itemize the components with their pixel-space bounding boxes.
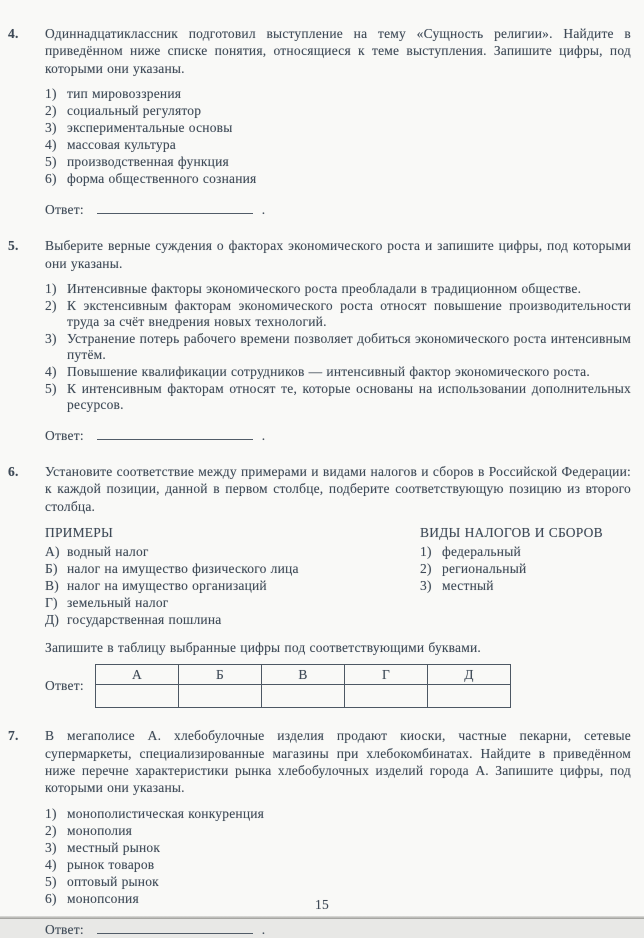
answer-blank[interactable] xyxy=(97,200,253,214)
answer-period: . xyxy=(261,428,266,444)
option-text: экспериментальные основы xyxy=(67,120,233,136)
option-item xyxy=(45,281,631,297)
question-5-text: Выберите верные суждения о факторах экономического роста и запишите цифры, под которыми они указаны. xyxy=(45,238,631,271)
option-marker: 1) xyxy=(420,544,432,560)
option-text: местный рынок xyxy=(67,839,161,855)
answer-table xyxy=(95,664,511,708)
examples-header: ПРИМЕРЫ xyxy=(45,525,113,541)
question-5-number: 5. xyxy=(8,238,19,254)
answer-table-value-cell[interactable] xyxy=(96,685,179,708)
matching-columns xyxy=(45,524,631,629)
option-item xyxy=(45,120,631,136)
option-marker: 5) xyxy=(45,873,57,889)
question-4-body xyxy=(45,25,631,218)
option-marker: 1) xyxy=(45,86,57,102)
answer-table-header-cell: А xyxy=(96,665,179,685)
question-7-text: В мегаполисе А. хлебобулочные изделия продают киоски, частные пекарни, сетевые супермаркеты, специализированные магазины при хлебокомбинатах. Найдите в приведённом ниже перечне характеристики рынка хлебобулочных изделий города А. Запишите цифры, под которыми они указаны. xyxy=(45,728,631,796)
option-marker: 2) xyxy=(45,822,57,838)
option-text: форма общественного сознания xyxy=(67,171,257,187)
question-7-options xyxy=(45,806,631,907)
question-5-options xyxy=(45,281,631,413)
examples-column xyxy=(45,524,420,629)
option-text: рынок товаров xyxy=(67,856,155,872)
option-marker: 3) xyxy=(420,578,432,594)
question-4-text: Одиннадцатиклассник подготовил выступление на тему «Сущность религии». Найдите в приведённом ниже списке понятия, относящиеся к теме выступления. Запишите цифры, под которыми они указаны. xyxy=(45,26,631,76)
option-item xyxy=(45,840,631,856)
tax-types-list xyxy=(420,544,631,594)
question-6-text: Установите соответствие между примерами и видами налогов и сборов в Российской Федерации: к каждой позиции, данной в первом столбце, подберите соответствующую позицию из второго столбца. xyxy=(45,464,631,514)
answer-blank[interactable] xyxy=(97,920,253,934)
option-text: монопсония xyxy=(67,890,139,906)
option-text: Устранение потерь рабочего времени позволяет добиться экономического роста интенсивным путём. xyxy=(67,331,631,363)
option-marker: 2) xyxy=(45,298,57,314)
question-4 xyxy=(0,25,631,218)
option-item xyxy=(45,331,631,363)
question-4-answer-row xyxy=(45,200,631,218)
question-7-answer-row xyxy=(45,920,631,938)
tax-types-column xyxy=(420,524,631,629)
answer-table-value-cell[interactable] xyxy=(428,685,511,708)
option-marker: 5) xyxy=(45,154,57,170)
option-text: федеральный xyxy=(442,544,521,560)
page-number: 15 xyxy=(315,897,329,912)
question-5 xyxy=(0,237,631,444)
option-marker: 3) xyxy=(45,331,57,347)
option-item xyxy=(45,103,631,119)
option-text: монополистическая конкуренция xyxy=(67,805,265,821)
question-5-body xyxy=(45,237,631,444)
option-marker: А) xyxy=(45,544,60,560)
option-text: тип мировоззрения xyxy=(67,86,182,102)
answer-label: Ответ: xyxy=(45,921,84,937)
question-6-body xyxy=(45,463,631,708)
option-marker: Д) xyxy=(45,612,60,628)
option-marker: Б) xyxy=(45,561,58,577)
option-marker: Г) xyxy=(45,595,58,611)
option-marker: 4) xyxy=(45,364,57,380)
option-marker: 2) xyxy=(45,103,57,119)
question-7-number: 7. xyxy=(8,728,19,744)
example-item xyxy=(45,612,420,628)
option-marker: 3) xyxy=(45,839,57,855)
answer-table-value-cell[interactable] xyxy=(179,685,262,708)
answer-table-row xyxy=(45,664,631,708)
tax-type-item xyxy=(420,544,631,560)
option-marker: 5) xyxy=(45,381,57,397)
option-text: производственная функция xyxy=(67,154,229,170)
option-text: К экстенсивным факторам экономического роста относят повышение производительности труда за счёт внедрения новых технологий. xyxy=(67,298,631,330)
answer-table-header-cell: Д xyxy=(428,665,511,685)
option-marker: 6) xyxy=(45,171,57,187)
option-marker: 1) xyxy=(45,805,57,821)
option-item xyxy=(45,364,631,380)
option-marker: В) xyxy=(45,578,59,594)
option-text: государственная пошлина xyxy=(67,612,222,628)
option-item xyxy=(45,86,631,102)
answer-table-value-row xyxy=(96,685,511,708)
question-6 xyxy=(0,463,631,708)
option-text: социальный регулятор xyxy=(67,103,202,119)
question-4-number: 4. xyxy=(8,26,19,41)
answer-table-header-cell: Г xyxy=(345,665,428,685)
table-instruction: Запишите в таблицу выбранные цифры под соответствующими буквами. xyxy=(45,640,481,656)
option-item xyxy=(45,857,631,873)
option-marker: 4) xyxy=(45,137,57,153)
option-item xyxy=(45,823,631,839)
question-5-answer-row xyxy=(45,426,631,444)
option-text: монополия xyxy=(67,822,133,838)
option-marker: 3) xyxy=(45,120,57,136)
answer-label: Ответ: xyxy=(45,678,84,694)
tax-types-header: ВИДЫ НАЛОГОВ И СБОРОВ xyxy=(420,525,603,541)
answer-table-value-cell[interactable] xyxy=(262,685,345,708)
answer-blank[interactable] xyxy=(97,426,253,440)
option-text: массовая культура xyxy=(67,137,176,153)
option-marker: 4) xyxy=(45,856,57,872)
option-text: К интенсивным факторам относят те, которые основаны на использовании дополнительных ресурсов. xyxy=(67,381,631,413)
option-text: налог на имущество организаций xyxy=(67,578,267,594)
answer-label: Ответ: xyxy=(45,202,84,218)
tax-type-item xyxy=(420,561,631,577)
answer-period: . xyxy=(261,921,266,937)
example-item xyxy=(45,561,420,577)
option-item xyxy=(45,806,631,822)
option-marker: 6) xyxy=(45,890,57,906)
option-text: земельный налог xyxy=(67,595,169,611)
option-item xyxy=(45,171,631,187)
option-text: Повышение квалификации сотрудников — интенсивный фактор экономического роста. xyxy=(67,364,590,380)
option-text: налог на имущество физического лица xyxy=(67,561,299,577)
tax-type-item xyxy=(420,578,631,594)
option-item xyxy=(45,381,631,413)
option-marker: 2) xyxy=(420,561,432,577)
answer-table-value-cell[interactable] xyxy=(345,685,428,708)
option-item xyxy=(45,874,631,890)
option-text: водный налог xyxy=(67,544,149,560)
question-6-number: 6. xyxy=(8,464,19,480)
answer-period: . xyxy=(261,202,266,218)
option-text: региональный xyxy=(442,561,527,577)
option-item xyxy=(45,137,631,153)
option-marker: 1) xyxy=(45,281,57,297)
example-item xyxy=(45,578,420,594)
option-text: оптовый рынок xyxy=(67,873,159,889)
answer-table-header-cell: Б xyxy=(179,665,262,685)
option-item xyxy=(45,298,631,330)
answer-table-header-cell: В xyxy=(262,665,345,685)
question-4-options xyxy=(45,86,631,187)
answer-table-header-row xyxy=(96,665,511,685)
answer-label: Ответ: xyxy=(45,428,84,444)
example-item xyxy=(45,544,420,560)
example-item xyxy=(45,595,420,611)
option-item xyxy=(45,154,631,170)
examples-list xyxy=(45,544,420,628)
option-text: местный xyxy=(442,578,494,594)
option-text: Интенсивные факторы экономического роста преобладали в традиционном обществе. xyxy=(67,281,582,297)
